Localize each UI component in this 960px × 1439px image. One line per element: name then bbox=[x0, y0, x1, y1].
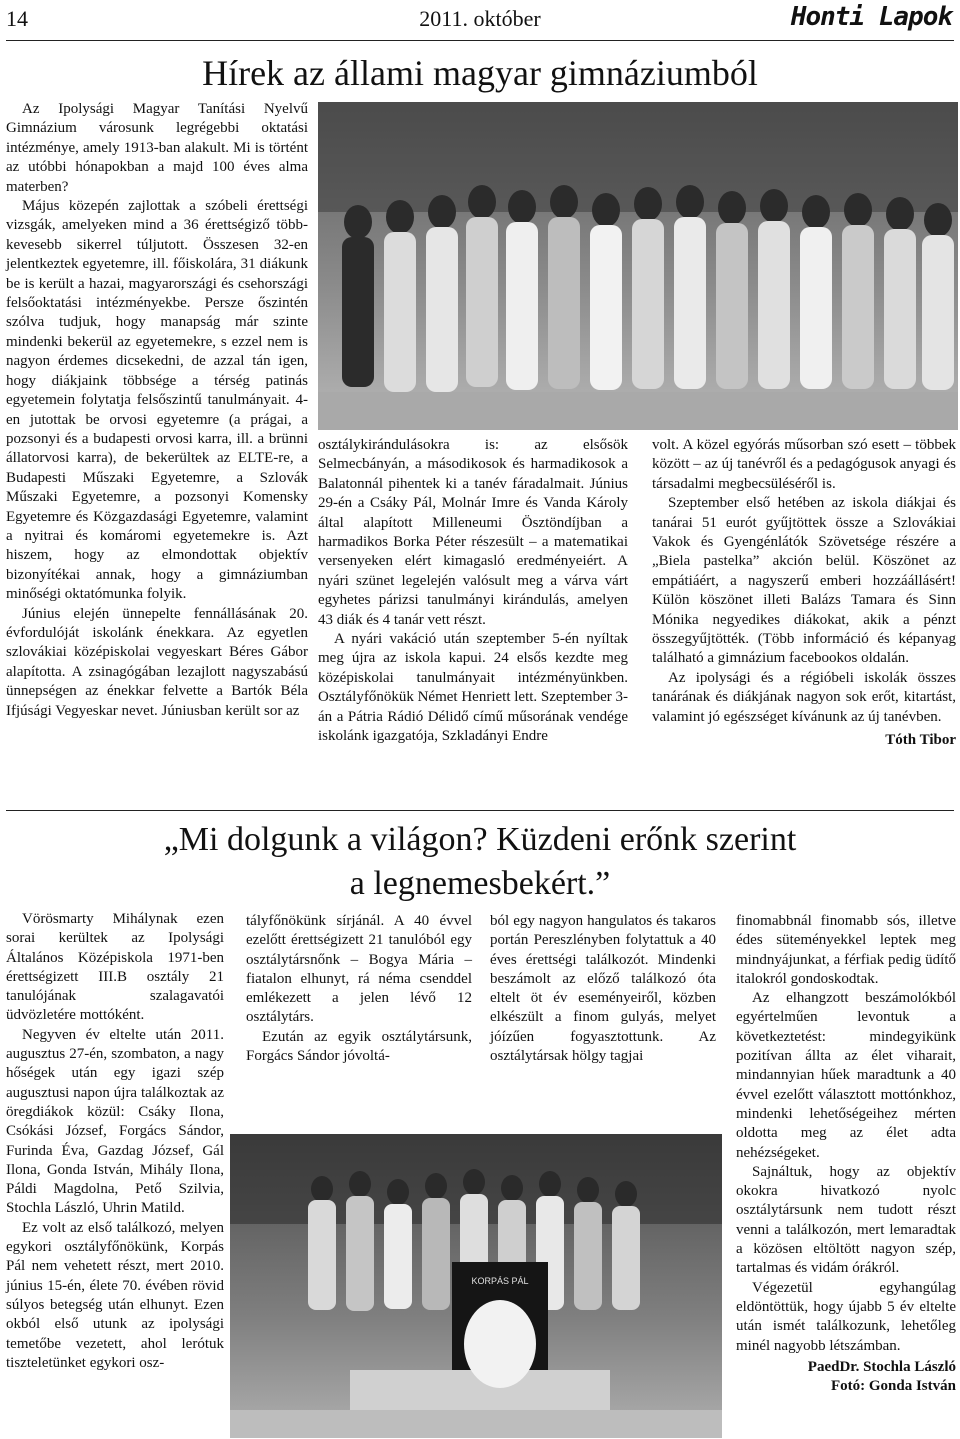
article2-title-line2: a legnemesbekért.” bbox=[349, 865, 611, 902]
article1-column-2 bbox=[318, 436, 628, 747]
article2-paragraph: Sajnáltuk, hogy az objektív okokra hivatkozó nyolc osztálytársunk nem tudott részt venni a találkozón, mert lemaradtak a közösen eltöltött nagyon szép, tartalmas és vidám órákról. bbox=[736, 1163, 956, 1277]
publication-name: Honti Lapok bbox=[790, 2, 952, 32]
article1-paragraph: Május közepén zajlottak a szóbeli érettségi vizsgák, amelyeken mind a 36 érettségiző több-kevesebb sikerrel túljutott. Összesen 32-en jelentkeztek egyetemre, ill. főiskolára, 31 diákunk be is került a hazai, magyarországi és csehországi felsőoktatási intézményekbe. Persze őszintén szólva tudjuk, hogy manapság már szinte mindenki bekerül az egyetemekre, s ezzel nem is nagyon érdemes dicsekedni, de azzal tán igen, hogy diákjaink többsége a térség patinás egyetemein folytatja felsőszintű tanulmányait. 4-en jutottak be orvosi egyetemre (a prágai, a pozsonyi és a budapesti orvosi karra, ill. a brünni állatorvosi karra), de bekerültek az ELTE-re, a Budapesti Műszaki Egyetemre, a Szlovák Műszaki Egyetemre, a pozsonyi Komensky Egyetemre és Közgazdasági Egyetemre, valamint a nyitrai és komáromi egyetemekre is. Azt hiszem, hogy az elmondottak objektív bizonyítékai annak, hogy a gimnáziumban minőségi oktatómunka folyik. bbox=[6, 198, 308, 603]
grave-inscription: KORPÁS PÁL bbox=[471, 1276, 529, 1286]
article2-paragraph: Ez volt az első találkozó, melyen egykori osztályfőnökünk, Korpás Pál nem vehetett részt, mert 2010. június 15-én, élete 70. évében rövid súlyos betegség után elhunyt. Ezen okból első utunk az ipolysági temetőbe vezetett, ahol lerótuk tiszteletünket egykori osz- bbox=[6, 1219, 224, 1371]
article1-column-1 bbox=[6, 100, 308, 721]
article2-paragraph: Az elhangzott beszámolókból egyértelműen levontuk a következtetést: mindegyikünk pozitívan állta az élet viharait, mindannyian hűek maradtunk a 40 évvel ezelőtt választott mottónkhoz, mindenki lehetőségeihez mérten oldotta meg az élet adta nehézségeket. bbox=[736, 990, 956, 1161]
section-rule bbox=[6, 810, 954, 811]
article1-signature: Tóth Tibor bbox=[885, 732, 956, 749]
article1-paragraph: Június elején ünnepelte fennállásának 20. évfordulóját iskolánk énekkara. Az egyetlen szlovákiai középiskolai vegyeskart Béres Gábor alapította. A zsinagógában lezajlott nagyszabású ünnepségen az énekkar felvette a Bartók Béla Ifjúsági Vegyeskar nevet. Júniusban került sor az bbox=[6, 605, 308, 719]
grave-photo bbox=[230, 1134, 722, 1438]
article2-paragraph: finomabbnál finomabb sós, illetve édes süteményekkel leptek meg mindnyájunkat, a férfiak pedig üdítő italokról gondoskodtak. bbox=[736, 913, 956, 987]
article1-paragraph: osztálykirándulásokra is: az elsősök Selmecbányán, a másodikosok és harmadikosok a Balatonnál pihentek ki a tanév fáradalmait. Június 29-én a Csáky Pál, Molnár Imre és Vanda Károly által alapított Milleneumi Ösztöndíjban a harmadikos Borka Péter részesült – a matematikai versenyeken elért kimagasló eredményeiért. A nyári szünet legelején valósult meg a várva várt egyhetes párizsi tanulmányi kirándulás, amelyen 43 diák és 4 tanár vett részt. bbox=[318, 437, 628, 628]
article2-paragraph: tályfőnökünk sírjánál. A 40 évvel ezelőtt érettségizett 21 tanulóból egy osztálytársnőnk – Bogya Mária – fiatalon elhunyt, rá néma csenddel emlékezett a jelen lévő 12 osztálytárs. bbox=[246, 913, 472, 1026]
class-photo bbox=[318, 102, 958, 430]
article2-title-line1: „Mi dolgunk a világon? Küzdeni erőnk szerint bbox=[163, 821, 797, 858]
article2-column-3 bbox=[490, 912, 716, 1066]
article2-column-4 bbox=[736, 912, 956, 1396]
article1-column-3 bbox=[652, 436, 956, 751]
article1-title: Hírek az állami magyar gimnáziumból bbox=[202, 53, 758, 93]
article1-paragraph: Az ipolysági és a régióbeli iskolák összes tanárának és diákjának nagyon sok erőt, kitartást, valamint jó egészséget kívánunk az új tanévben. bbox=[652, 669, 956, 725]
article2-title bbox=[60, 818, 900, 906]
article1-paragraph: Szeptember első hetében az iskola diákjai és tanárai 51 eurót gyűjtöttek össze a Szlovákiai Vakok és Gyengénlátók Szövetsége részére a „Biela pastelka” akción belül. Köszönet az empátiáért, a nagyszerű emberi hozzáállásért! Külön köszönet illeti Balázs Tamara és Sinn Mónika negyedikes diákokat, akik a pénzt összegyűjtötték. (Több információ és képanyag található a gimnázium facebookos oldalán. bbox=[652, 495, 956, 667]
article2-photo-credit: Fotó: Gonda István bbox=[830, 1378, 956, 1395]
issue-date: 2011. október bbox=[419, 6, 541, 31]
header-rule bbox=[6, 40, 954, 41]
class-photo-image bbox=[318, 102, 958, 430]
page-number: 14 bbox=[6, 6, 28, 31]
article2-paragraph: Vörösmarty Mihálynak ezen sorai kerültek az Ipolysági Általános Középiskola 1971-ben érettségizett III.B osztály 21 tanulójának szalagavatói üdvözletére mottóként. bbox=[6, 911, 224, 1024]
page-header bbox=[0, 0, 960, 40]
article1-paragraph: A nyári vakáció után szeptember 5-én nyíltak meg újra az iskola kapui. 24 elsős kezdte meg középiskolai tanulmányait intézményünkben. Osztályfőnökük Német Henriett lett. Szeptember 3-án a Pátria Rádió Délidő című műsorának vendége iskolánk igazgatója, Szkladányi Endre bbox=[318, 631, 628, 745]
article2-paragraph: Végezetül egyhangúlag eldöntöttük, hogy újabb 5 év eltelte után ismét találkozunk, lehetőleg minél nagyobb létszámban. bbox=[736, 1279, 956, 1354]
grave-photo-image bbox=[230, 1134, 722, 1438]
article2-column-2 bbox=[246, 912, 472, 1066]
article2-author: PaedDr. Stochla László bbox=[807, 1358, 956, 1375]
article1-paragraph: volt. A közel egyórás műsorban szó esett – többek között – az új tanévről és a pedagógusok anyagi és társadalmi megbecsüléséről is. bbox=[652, 437, 956, 492]
article2-paragraph: Ezután az egyik osztálytársunk, Forgács Sándor jóvoltá- bbox=[246, 1028, 472, 1065]
article2-paragraph: ból egy nagyon hangulatos és takaros portán Pereszlényben folytattuk a 40 éves érettségi találkozót. Mindenki beszámolt az előző találkozó óta eltelt öt év eseményeiről, közben elkészült a finom gulyás, melyet jóízűen fogyasztottunk. Az osztálytársak hölgy tagjai bbox=[490, 913, 716, 1065]
article1-paragraph: Az Ipolysági Magyar Tanítási Nyelvű Gimnázium városunk legrégebbi oktatási intézménye, amely 1913-ban alakult. Mi is történt az utóbbi hónapokban a majd 100 éves alma materben? bbox=[6, 101, 308, 195]
article2-column-1 bbox=[6, 910, 224, 1373]
article2-paragraph: Negyven év eltelte után 2011. augusztus 27-én, szombaton, a nagy hőségek után egy igazi szép augusztusi napon újra találkoztak az öregdiákok közül: Csáky Ilona, Csókási József, Forgács Sándor, Furinda Éva, Gazdag József, Gál Ilona, Gonda István, Mihály Ilona, Páldi Magdolna, Pető Szilvia, Stochla László, Uhrin Matild. bbox=[6, 1026, 224, 1217]
